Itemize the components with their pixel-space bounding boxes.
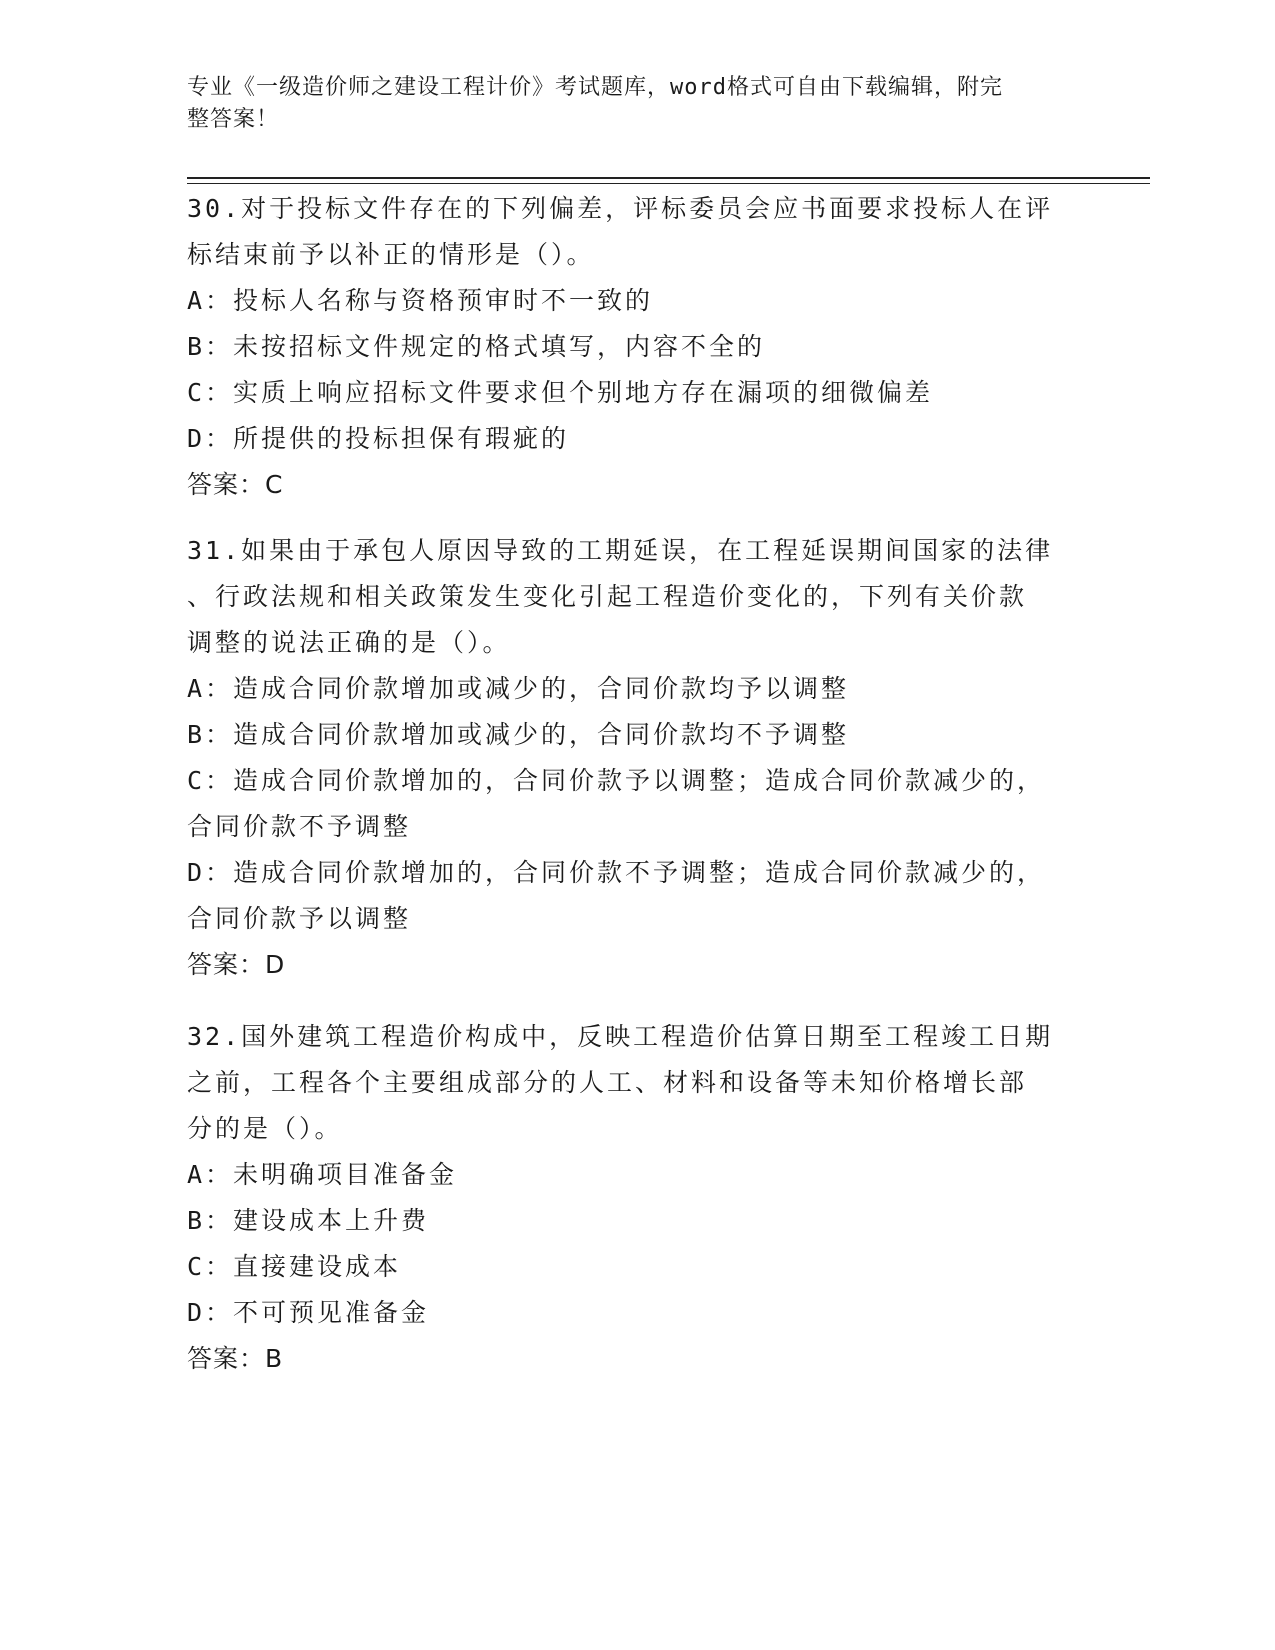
header-line-2: 整答案！ — [187, 107, 280, 132]
option-c-continued: 合同价款不予调整 — [187, 812, 412, 841]
answer-label: 答案：C — [187, 470, 284, 499]
question-stem-line: 分的是（）。 — [187, 1114, 343, 1143]
option-d-continued: 合同价款予以调整 — [187, 904, 412, 933]
option-c: C：直接建设成本 — [187, 1252, 402, 1281]
question-stem-line: 32.国外建筑工程造价构成中，反映工程造价估算日期至工程竣工日期 — [187, 1022, 1054, 1051]
question-30 — [187, 186, 1087, 508]
question-32 — [187, 1014, 1087, 1382]
option-b: B：未按招标文件规定的格式填写，内容不全的 — [187, 332, 766, 361]
option-d: D：所提供的投标担保有瑕疵的 — [187, 424, 570, 453]
option-b: B：建设成本上升费 — [187, 1206, 430, 1235]
option-b: B：造成合同价款增加或减少的，合同价款均不予调整 — [187, 720, 850, 749]
question-stem-line: 之前，工程各个主要组成部分的人工、材料和设备等未知价格增长部 — [187, 1068, 1028, 1097]
header-line-1: 专业《一级造价师之建设工程计价》考试题库，word格式可自由下载编辑，附完 — [187, 75, 1003, 100]
answer-label: 答案：D — [187, 950, 286, 979]
question-31 — [187, 528, 1087, 988]
header-divider-thin — [187, 183, 1150, 184]
answer-label: 答案：B — [187, 1344, 284, 1373]
option-c: C：实质上响应招标文件要求但个别地方存在漏项的细微偏差 — [187, 378, 934, 407]
header-divider-thick — [187, 177, 1150, 179]
option-c: C：造成合同价款增加的，合同价款予以调整；造成合同价款减少的， — [187, 766, 1046, 795]
question-stem-line: 、行政法规和相关政策发生变化引起工程造价变化的，下列有关价款 — [187, 582, 1028, 611]
question-stem-line: 31.如果由于承包人原因导致的工期延误，在工程延误期间国家的法律 — [187, 536, 1054, 565]
option-a: A：投标人名称与资格预审时不一致的 — [187, 286, 654, 315]
option-d: D：造成合同价款增加的，合同价款不予调整；造成合同价款减少的， — [187, 858, 1046, 887]
question-stem-line: 30.对于投标文件存在的下列偏差，评标委员会应书面要求投标人在评 — [187, 194, 1054, 223]
option-a: A：未明确项目准备金 — [187, 1160, 458, 1189]
question-stem-line: 标结束前予以补正的情形是（）。 — [187, 240, 595, 269]
option-a: A：造成合同价款增加或减少的，合同价款均予以调整 — [187, 674, 850, 703]
document-header — [187, 72, 1067, 136]
option-d: D：不可预见准备金 — [187, 1298, 430, 1327]
question-stem-line: 调整的说法正确的是（）。 — [187, 628, 511, 657]
